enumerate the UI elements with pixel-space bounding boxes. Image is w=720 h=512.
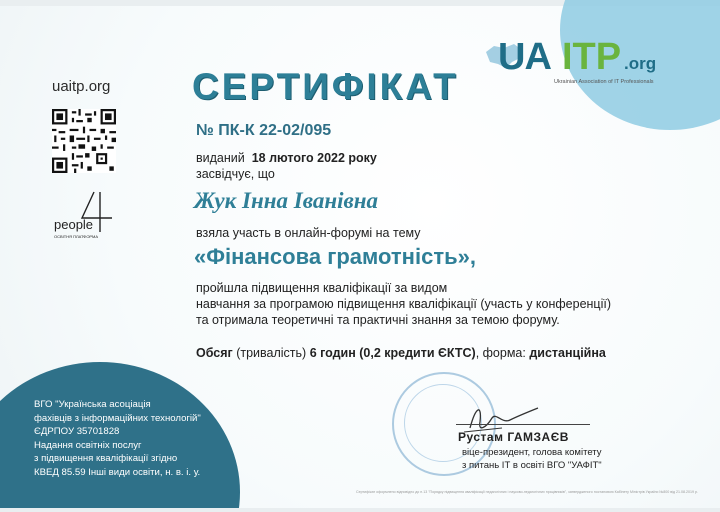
org-line-6: КВЕД 85.59 Інші види освіти, н. в. і. у. — [34, 466, 201, 478]
body-line-2: навчання за програмою підвищення кваліфікації (участь у конференції) — [196, 297, 612, 311]
org-line-5: з підвищення кваліфікації згідно — [34, 453, 178, 465]
uaitp-logo — [484, 34, 684, 96]
issued-line — [196, 151, 377, 165]
organization-info — [34, 398, 234, 480]
issued-date: 18 лютого 2022 року — [251, 151, 377, 165]
org-line-1: ВГО "Українська асоціація — [34, 399, 151, 410]
people4-word: people — [54, 217, 94, 232]
people4-tagline: ОСВІТНЯ ПЛАТФОРМА — [54, 234, 99, 239]
bottom-border — [0, 508, 720, 512]
people4-mark-icon — [52, 188, 120, 242]
volume-paren: (тривалість) — [232, 346, 310, 360]
body-line-3: та отримала теоретичні та практичні знання за темою форуму. — [196, 313, 560, 327]
logo-org-text: .org — [624, 54, 657, 73]
logo-subtitle: Ukrainian Association of IT Professionals — [554, 79, 654, 85]
signer-name — [458, 430, 569, 444]
certificate-number: № ПК-К 22-02/095 — [196, 122, 332, 139]
legal-footnote: Сертифікат оформлено відповідно до п.13 "Порядку підвищення кваліфікації педагогічних і науково-педагогічних працівників", затвердженого постановою Кабінету Міністрів України №800 від 21.08.2019 р. — [356, 490, 698, 494]
certifies-text: засвідчує, що — [196, 167, 275, 181]
recipient-name: Жук Інна Іванівна — [194, 188, 379, 213]
org-line-3: ЄДРПОУ 35701828 — [34, 426, 120, 438]
volume-label: Обсяг — [196, 346, 233, 360]
issued-label: виданий — [196, 151, 245, 165]
logo-itp-text: ITP — [562, 36, 622, 78]
body-line-1: пройшла підвищення кваліфікації за видом — [196, 281, 448, 295]
signature-line — [456, 424, 590, 425]
org-line-2: фахівців з інформаційних технологій" — [34, 412, 201, 424]
signer-name-text: Рустам ГАМЗАЄВ — [458, 430, 569, 444]
certificate-title: СЕРТИФІКАТ — [192, 66, 459, 107]
site-url: uaitp.org — [52, 78, 111, 95]
org-line-4: Надання освітніх послуг — [34, 439, 142, 451]
logo-ua-text: UA — [498, 36, 551, 78]
participated-text: взяла участь в онлайн-форумі на тему — [196, 226, 421, 240]
qr-code-icon — [52, 109, 116, 173]
volume-line — [196, 346, 606, 360]
volume-value: 6 годин (0,2 кредити ЄКТС) — [309, 346, 476, 360]
people4-logo — [52, 188, 120, 242]
signer-role-1: віце-президент, голова комітету — [462, 447, 602, 458]
form-label: , форма: — [475, 346, 530, 360]
forum-topic: «Фінансова грамотність», — [194, 244, 476, 269]
form-value: дистанційна — [529, 346, 606, 360]
signer-role-2: з питань ІТ в освіті ВГО "УАФІТ" — [462, 460, 602, 471]
